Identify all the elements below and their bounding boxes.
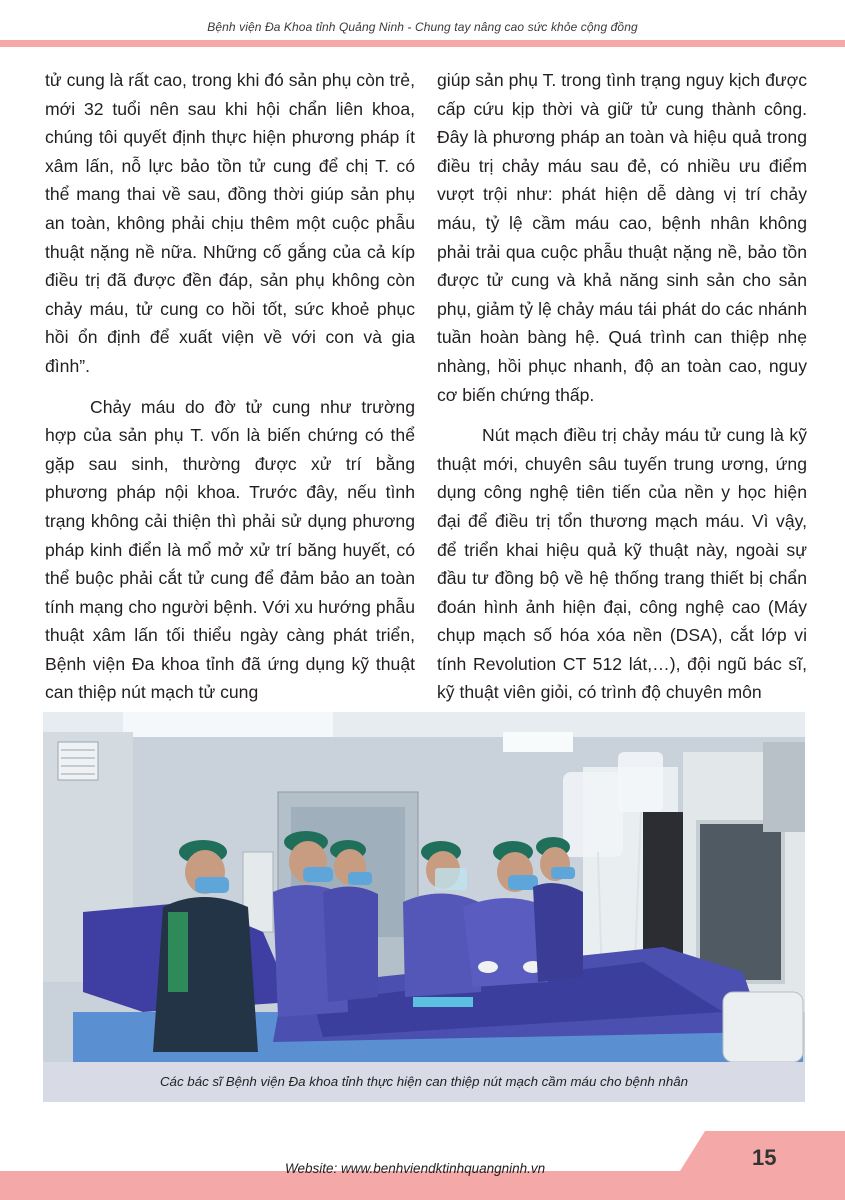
photo-illustration (43, 712, 805, 1062)
photo-caption: Các bác sĩ Bệnh viện Đa khoa tỉnh thực hiện can thiệp nút mạch cầm máu cho bệnh nhân (159, 1074, 689, 1089)
right-paragraph-2: Nút mạch điều trị chảy máu tử cung là kỹ thuật mới, chuyên sâu tuyến trung ương, ứng dụng công nghệ tiên tiến của nền y học hiện đại để điều trị tổn thương mạch máu. Vì vậy, để triển khai hiệu quả kỹ thuật này, ngoài sự đầu tư đồng bộ về hệ thống trang thiết bị chẩn đoán hình ảnh hiện đại, công nghệ cao (Máy chụp mạch số hóa xóa nền (DSA), cắt lớp vi tính Revolution CT 512 lát,…), đội ngũ bác sĩ, kỹ thuật viên giỏi, có trình độ chuyên môn (437, 425, 807, 703)
article-left-column (45, 66, 415, 707)
left-paragraph-2: Chảy máu do đờ tử cung như trường hợp của sản phụ T. vốn là biến chứng có thể gặp sau sinh, thường được xử trí bằng phương pháp nội khoa. Trước đây, nếu tình trạng không cải thiện thì phải sử dụng phương pháp kinh điển là mổ mở xử trí băng huyết, có thể buộc phải cắt tử cung để đảm bảo an toàn tính mạng cho người bệnh. Với xu hướng phẫu thuật xâm lấn tối thiểu ngày càng phát triển, Bệnh viện Đa khoa tỉnh đã ứng dụng kỹ thuật can thiệp nút mạch tử cung (45, 396, 415, 703)
header-accent-bar (0, 40, 845, 47)
operating-room-photo (43, 712, 805, 1062)
page-footer (0, 1131, 845, 1200)
left-paragraph-1: tử cung là rất cao, trong khi đó sản phụ còn trẻ, mới 32 tuổi nên sau khi hội chẩn liên khoa, chúng tôi quyết định thực hiện phương pháp ít xâm lấn, nỗ lực bảo tồn tử cung để chị T. có thể mang thai về sau, đồng thời giúp sản phụ an toàn, không phải chịu thêm một cuộc phẫu thuật nặng nề nữa. Những cố gắng của cả kíp điều trị đã được đền đáp, sản phụ không còn chảy máu, tử cung co hồi tốt, sức khoẻ phục hồi ổn định để xuất viện về với con và gia đình”. (45, 70, 415, 376)
article-right-column (437, 66, 807, 707)
header-title: Bệnh viện Đa Khoa tỉnh Quảng Ninh - Chung tay nâng cao sức khỏe cộng đồng (207, 20, 638, 34)
page-header (0, 0, 845, 40)
photo-caption-box (43, 1062, 805, 1102)
footer-website: Website: www.benhviendktinhquangninh.vn (285, 1161, 546, 1176)
page-number: 15 (752, 1145, 777, 1170)
right-paragraph-1: giúp sản phụ T. trong tình trạng nguy kịch được cấp cứu kịp thời và giữ tử cung thành công. Đây là phương pháp an toàn và hiệu quả trong điều trị chảy máu sau đẻ, có nhiều ưu điểm vượt trội như: phát hiện dễ dàng vị trí chảy máu, tỷ lệ cầm máu cao, bệnh nhân không phải trải qua cuộc phẫu thuật nặng nề, bảo tồn được tử cung và khả năng sinh sản cho sản phụ, giảm tỷ lệ chảy máu tái phát do các nhánh tuần hoàn bàng hệ. Quá trình can thiệp nhẹ nhàng, hồi phục nhanh, độ an toàn cao, nguy cơ biến chứng thấp. (437, 70, 807, 405)
